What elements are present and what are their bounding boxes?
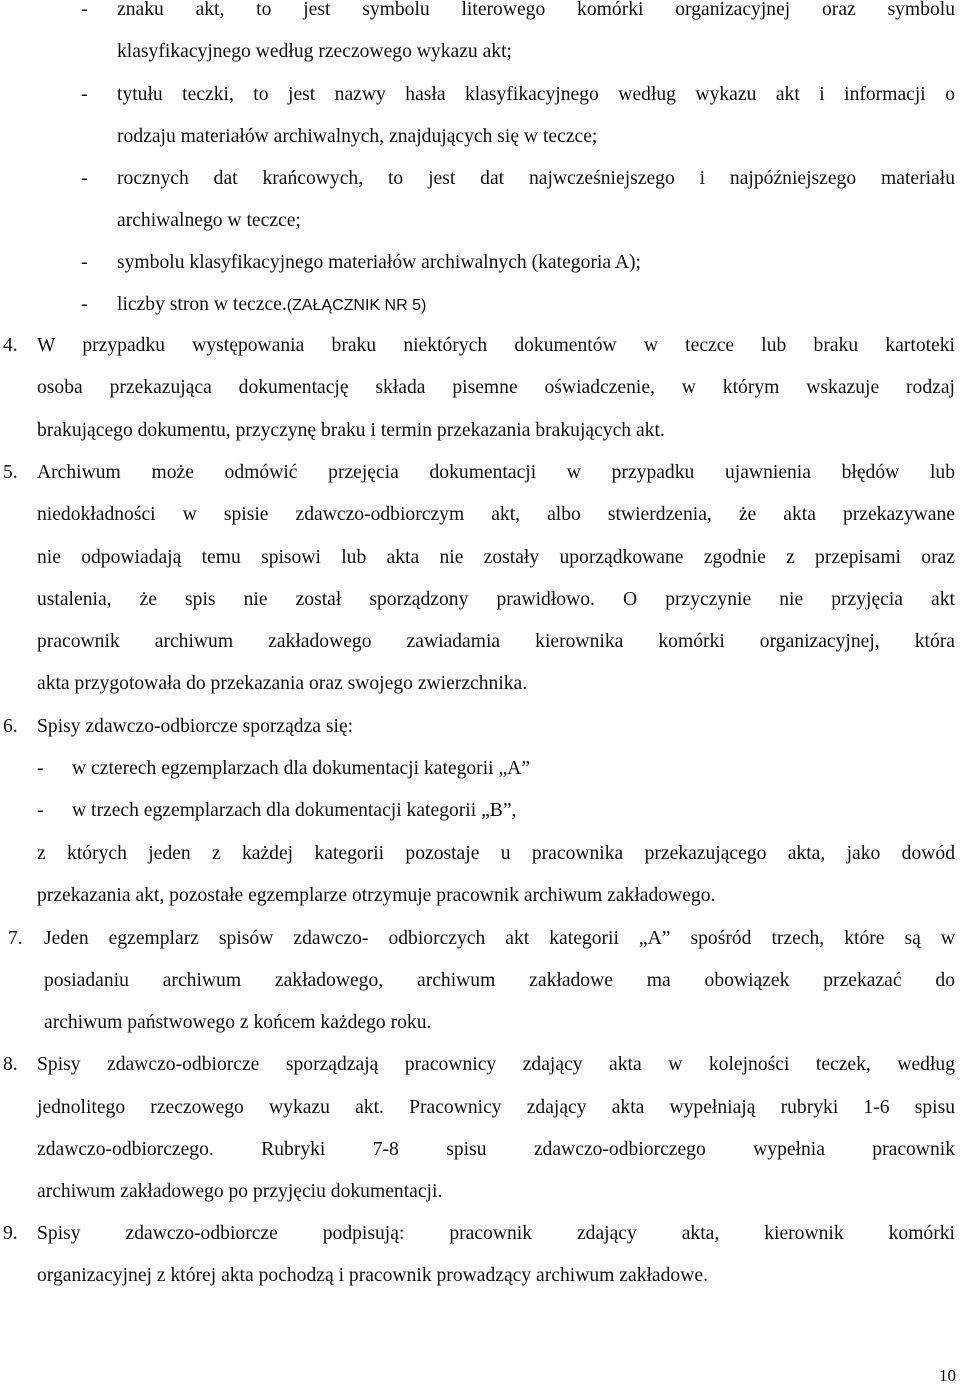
text-line: w czterech egzemplarzach dla dokumentacji kategorii „A”: [72, 758, 531, 779]
text-line: tytułu teczki, to jest nazwy hasła klasyfikacyjnego według wykazu akt i informacji o: [117, 84, 955, 105]
text-line: w trzech egzemplarzach dla dokumentacji kategorii „B”,: [72, 800, 517, 821]
text-line: Jeden egzemplarz spisów zdawczo- odbiorczych akt kategorii „A” spośród trzech, które są w: [44, 928, 955, 949]
dash-marker: -: [81, 294, 88, 315]
text-line: nie odpowiadają temu spisowi lub akta nie zostały uporządkowane zgodnie z przepisami oraz: [37, 547, 955, 568]
item-number: 5.: [3, 462, 18, 483]
dash-marker: -: [37, 800, 44, 821]
text-line: przekazania akt, pozostałe egzemplarze otrzymuje pracownik archiwum zakładowego.: [37, 885, 716, 906]
dash-marker: -: [37, 758, 44, 779]
text-line: akta przygotowała do przekazania oraz swojego zwierzchnika.: [37, 673, 528, 694]
text-line-main: liczby stron w teczce.: [117, 294, 287, 315]
text-line: posiadaniu archiwum zakładowego, archiwum zakładowe ma obowiązek przekazać do: [44, 970, 955, 991]
text-line: jednolitego rzeczowego wykazu akt. Pracownicy zdający akta wypełniają rubryki 1-6 spisu: [37, 1097, 955, 1118]
text-line: archiwum państwowego z końcem każdego roku.: [44, 1012, 432, 1033]
text-line: znaku akt, to jest symbolu literowego komórki organizacyjnej oraz symbolu: [117, 0, 955, 20]
text-line: zdawczo-odbiorczego. Rubryki 7-8 spisu zdawczo-odbiorczego wypełnia pracownik: [37, 1139, 955, 1160]
page-number: 10: [939, 1366, 956, 1385]
text-line: pracownik archiwum zakładowego zawiadamia kierownika komórki organizacyjnej, która: [37, 631, 955, 652]
text-line: z których jeden z każdej kategorii pozostaje u pracownika przekazującego akta, jako dowód: [37, 843, 955, 864]
item-number: 4.: [3, 335, 18, 356]
item-number: 8.: [3, 1054, 18, 1075]
text-line: archiwum zakładowego po przyjęciu dokumentacji.: [37, 1181, 443, 1202]
item-number: 6.: [3, 716, 18, 737]
dash-marker: -: [81, 168, 88, 189]
text-line: Spisy zdawczo-odbiorcze podpisują: pracownik zdający akta, kierownik komórki: [37, 1223, 955, 1244]
dash-marker: -: [81, 252, 88, 273]
text-line: Spisy zdawczo-odbiorcze sporządzają pracownicy zdający akta w kolejności teczek, według: [37, 1054, 955, 1075]
text-line: archiwalnego w teczce;: [117, 210, 301, 231]
dash-marker: -: [81, 0, 88, 20]
text-line: Archiwum może odmówić przejęcia dokumentacji w przypadku ujawnienia błędów lub: [37, 462, 955, 483]
item-number: 7.: [8, 928, 23, 949]
text-line: [117, 294, 426, 317]
text-line: rodzaju materiałów archiwalnych, znajdujących się w teczce;: [117, 126, 598, 147]
text-line: symbolu klasyfikacyjnego materiałów archiwalnych (kategoria A);: [117, 252, 641, 273]
text-line: ustalenia, że spis nie został sporządzony prawidłowo. O przyczynie nie przyjęcia akt: [37, 589, 955, 610]
text-line: niedokładności w spisie zdawczo-odbiorczym akt, albo stwierdzenia, że akta przekazywane: [37, 504, 955, 525]
text-line: klasyfikacyjnego według rzeczowego wykazu akt;: [117, 41, 512, 62]
text-line: Spisy zdawczo-odbiorcze sporządza się:: [37, 716, 354, 737]
text-line: brakującego dokumentu, przyczynę braku i termin przekazania brakujących akt.: [37, 420, 665, 441]
text-line: osoba przekazująca dokumentację składa pisemne oświadczenie, w którym wskazuje rodzaj: [37, 377, 955, 398]
text-line: rocznych dat krańcowych, to jest dat najwcześniejszego i najpóźniejszego materiału: [117, 168, 955, 189]
text-line: organizacyjnej z której akta pochodzą i pracownik prowadzący archiwum zakładowe.: [37, 1265, 708, 1286]
item-number: 9.: [3, 1223, 18, 1244]
dash-marker: -: [81, 84, 88, 105]
text-line: W przypadku występowania braku niektórych dokumentów w teczce lub braku kartoteki: [37, 335, 955, 356]
attachment-reference: (ZAŁĄCZNIK NR 5): [286, 297, 427, 314]
